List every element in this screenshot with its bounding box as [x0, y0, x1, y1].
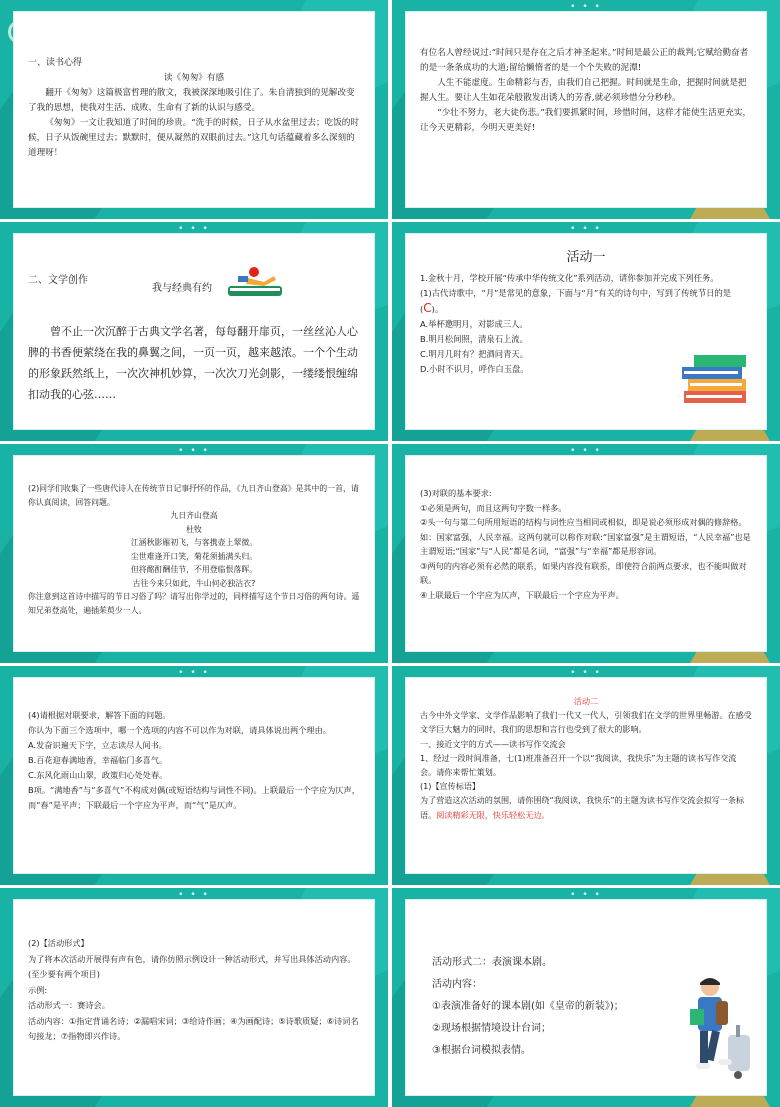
option: D.小时不识月，呼作白玉盘。: [420, 364, 529, 374]
paragraph: 活动内容：: [432, 979, 482, 990]
question: 你认为下面三个选项中，哪一个选项的内容不可以作为对联，请具体说出两个理由。: [28, 725, 331, 735]
paragraph: 有位名人曾经说过:“时间只是存在之后才神圣起来。”时间是最公正的裁判;它赋给勤奋者的是一条条成功的大道;留给懒惰者的是一个个失败的泥潭!: [420, 48, 749, 73]
book-stack-icon: [680, 351, 752, 407]
poem-title: 九日齐山登高: [170, 511, 218, 520]
student-with-luggage-icon: [680, 975, 756, 1087]
option: C.明月几时有？把酒问青天。: [420, 349, 528, 359]
poem-line: 江涵秋影雁初飞，与客携壶上翠微。: [130, 538, 258, 547]
section-heading: 二、文学创作: [28, 275, 88, 286]
activity-title: 活动二: [573, 696, 599, 706]
subheading: 一、接近文字的方式——读书写作交流会: [420, 738, 566, 749]
slide-card: [406, 456, 766, 651]
list-item: ③两句的内容必须有必然的联系，如果内容没有联系，即使符合前两点要求，也不能叫做对联。: [420, 560, 747, 585]
paragraph: ①表演准备好的课本剧(如《皇帝的新装》)；: [432, 1001, 624, 1012]
slide-card: [406, 900, 766, 1095]
activity-title: 活动一: [566, 250, 606, 265]
paragraph: 为了将本次活动开展得有声有色，请你仿照示例设计一种活动形式，并写出具体活动内容。: [28, 953, 356, 964]
paragraph: 1.金秋十月，学校开展“传承中华传统文化”系列活动，请你参加并完成下列任务。: [420, 273, 719, 283]
paragraph: 翻开《匆匆》这篇极富哲理的散文，我被深深地吸引住了。朱自清独到的见解改变了我的思想，使我对生活、成败、生命有了新的认识与感受。: [28, 88, 355, 113]
paragraph: ③根据台词模拟表情。: [432, 1045, 531, 1056]
slide-dots: • • •: [178, 890, 210, 900]
slide-card: [14, 678, 374, 873]
slide-dots: • • •: [570, 890, 602, 900]
question: (1)古代诗歌中，“月”是常见的意象，下面与“月”有关的诗句中，写到了传统节日的是(: [420, 288, 732, 314]
slide-dots: • • •: [178, 224, 210, 234]
section-heading: 一、读书心得: [28, 58, 83, 68]
slide-dots: • • •: [570, 224, 602, 234]
slide-card: [14, 456, 374, 651]
paragraph: (2)同学们收集了一些唐代诗人在传统节日记事抒怀的作品，《九日齐山登高》是其中的一首，请你认真阅读，回答问题。: [28, 484, 359, 507]
poem-author: 杜牧: [186, 524, 202, 534]
slide-9[interactable]: [0, 888, 388, 1107]
slide-card: [14, 900, 374, 1095]
option: B.百花迎春满地香，幸福临门多喜气。: [28, 755, 168, 765]
poem-line: 尘世难逢开口笑，菊花须插满头归。: [130, 551, 258, 561]
paragraph: 人生不能虚度。生命精彩与否，由我们自己把握。时间就是生命，把握时间就是把握人生。要让人生如花朵般散发出诱人的芳香,就必须珍惜分分秒秒。: [420, 78, 747, 103]
slide-card: [406, 678, 766, 873]
slide-1[interactable]: [0, 0, 388, 219]
slide-6[interactable]: [392, 444, 780, 663]
slide-2[interactable]: [392, 0, 780, 219]
paragraph: 示例:: [28, 984, 48, 995]
paragraph: 活动内容：①指定背诵名诗；②漏唱宋词；③给诗作画；④为画配诗；⑤诗歌质疑；⑥诗词名句接龙；⑦指物即兴作诗。: [28, 1015, 359, 1041]
slide-card: [406, 12, 766, 207]
paragraph: 为了营造这次活动的氛围，请你围绕“我阅读，我快乐”的主题为读书写作交流会拟写一条标语。: [420, 795, 745, 820]
paragraph: “少壮不努力，老大徒伤悲。”我们要抓紧时间，珍惜时间，这样才能使生活更充实，让今天更精彩，今明天更美好!: [420, 108, 752, 133]
option: A.举杯邀明月，对影成三人。: [420, 319, 528, 329]
poem-line: 但将酩酊酬佳节，不用登临恨落晖。: [130, 565, 258, 574]
reading-girl-icon: [224, 264, 286, 300]
option: C.东风化雨山山翠，政策归心处处春。: [28, 770, 168, 780]
slide-3[interactable]: [0, 222, 388, 441]
paragraph: 《匆匆》一文让我知道了时间的珍贵。“洗手的时候，日子从水盆里过去；吃饭的时候，日子从饭碗里过去；默默时，便从凝然的双眼前过去。”这几句话蕴藏着多么深刻的道理呀！: [28, 118, 359, 158]
slide-card: [406, 234, 766, 429]
list-item: ④上联最后一个字应为仄声，下联最后一个字应为平声。: [420, 589, 624, 600]
paragraph: 曾不止一次沉醉于古典文学名著，每每翻开扉页，一丝丝沁人心脾的书香便萦绕在我的鼻翼之间，一页一页，越来越浓。一个个生动的形象跃然纸上，一次次神机妙算，一次次刀光剑影，一缕缕恨缠绵扣动我的心弦……: [28, 325, 358, 401]
subheading: (2)【活动形式】: [28, 938, 89, 948]
slide-dots: • • •: [570, 2, 602, 12]
poem-line: 古往今来只如此，牛山何必独沾衣?: [132, 578, 256, 588]
slide-7[interactable]: [0, 666, 388, 885]
essay-title: 读《匆匆》有感: [163, 73, 225, 83]
subheading: (1)【宣传标语】: [420, 781, 481, 792]
slide-5[interactable]: [0, 444, 388, 663]
paragraph: ②现场根据情境设计台词；: [432, 1023, 551, 1034]
paragraph: 古今中外文学家、文学作品影响了我们一代又一代人，引领我们在文学的世界里畅游。在感受文学巨大魅力的同时，我们的思想和言行也受到了很大的影响。: [420, 710, 752, 735]
slide-dots: • • •: [570, 446, 602, 456]
paragraph: 活动形式二：表演课本剧。: [432, 957, 552, 968]
answer: B项。“满地香”与“多喜气”不构成对偶(或短语结构与词性不同)。上联最后一个字应为仄声，而“春”是平声；下联最后一个字应为平声，而“气”是仄声。: [28, 785, 360, 810]
slide-dots: • • •: [178, 446, 210, 456]
slide-dots: • • •: [570, 668, 602, 678]
paragraph: 你注意到这首诗中描写的节日习俗了吗？请写出你学过的，同样描写这个节日习俗的两句诗。遥知兄弟登高处，遍插茱萸少一人。: [28, 592, 360, 615]
paragraph: 活动形式一：赛诗会。: [28, 1000, 110, 1010]
option: A.发奋识遍天下字，立志读尽人间书。: [28, 740, 168, 750]
list-item: ②头一句与第二句所用短语的结构与词性应当相同或相似，即是说必须形成对偶的修辞格。如：国家富强，人民幸福。这两句就可以称作对联:“国家富强”是主谓短语，“人民幸福”也是主谓短语;“国家”与“人民”都是名词，“富强”与“幸福”都是形容词。: [420, 517, 751, 556]
slide-card: [14, 12, 374, 207]
answer-mark: C: [423, 301, 432, 315]
option: B.明月松间照，清泉石上流。: [420, 334, 528, 344]
question-title: (4)请根据对联要求，解答下面的问题。: [28, 710, 171, 720]
list-title: (3)对联的基本要求:: [420, 488, 492, 498]
slide-4[interactable]: [392, 222, 780, 441]
essay-title: 我与经典有约: [152, 283, 212, 294]
slide-10[interactable]: [392, 888, 780, 1107]
slide-8[interactable]: [392, 666, 780, 885]
slide-card: [14, 234, 374, 429]
answer: 阅读精彩无限，快乐轻松无边。: [436, 809, 550, 820]
paragraph: 1、经过一段时间准备，七(1)班准备召开一个以“我阅读，我快乐”为主题的读书写作交流会。请你来帮忙策划。: [420, 752, 737, 778]
paragraph: (至少要有两个项目): [28, 969, 100, 979]
question-end: )。: [431, 304, 444, 314]
slide-dots: • • •: [178, 668, 210, 678]
list-item: ①必须是两句，而且这两句字数一样多。: [420, 502, 567, 513]
